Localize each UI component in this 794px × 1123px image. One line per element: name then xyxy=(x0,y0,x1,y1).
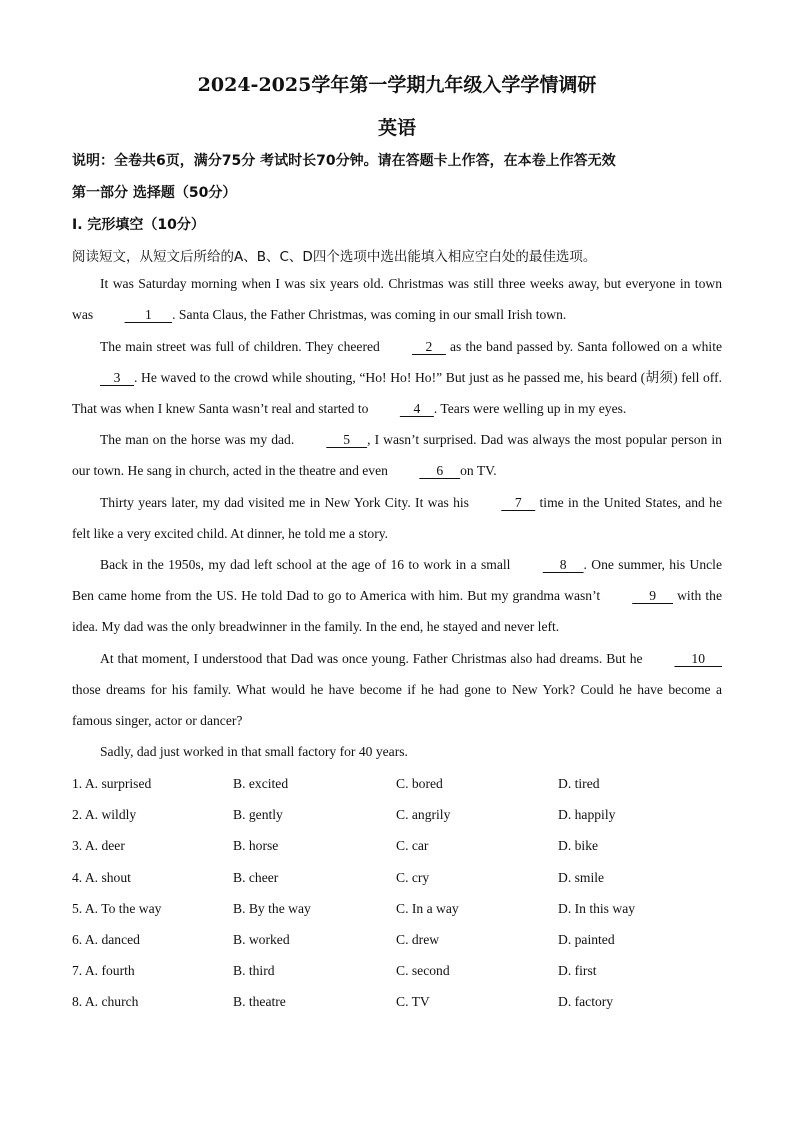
section-heading: I. 完形填空（10分） xyxy=(72,217,205,233)
passage-text: . He waved to the crowd while shouting, “Ho! Ho! Ho!” But just as he passed me, his beard (胡须) fell off. That was when I knew Santa wasn’t real and started to xyxy=(72,370,722,417)
option: B. excited xyxy=(233,776,289,791)
option: D. smile xyxy=(558,869,605,885)
passage-paragraph-6 xyxy=(72,643,722,737)
passage-text: time in the United States, and he felt like a very excited child. At dinner, he told me a story. xyxy=(72,495,722,542)
blank-3: 3 xyxy=(100,370,134,386)
directions: 阅读短文，从短文后所给的A、B、C、D四个选项中选出能填入相应空白处的最佳选项。 xyxy=(72,249,597,265)
option: D. factory xyxy=(558,994,614,1010)
option: C. car xyxy=(396,838,429,854)
option: 1. A. surprised xyxy=(72,776,152,791)
part-heading: 第一部分 选择题（50分） xyxy=(72,185,237,201)
option: C. second xyxy=(396,963,450,979)
option: B. theatre xyxy=(233,994,286,1010)
option: B. worked xyxy=(233,931,290,947)
passage-paragraph-4 xyxy=(72,487,722,549)
option: B. gently xyxy=(233,807,283,823)
option: D. bike xyxy=(558,838,599,854)
exam-title: 2024-2025学年第一学期九年级入学学情调研 xyxy=(197,74,597,96)
passage-text: It was Saturday morning when I was six years old. Christmas was still three weeks away, but everyone in town was xyxy=(72,276,722,323)
passage-text: . Santa Claus, the Father Christmas, was coming in our small Irish town. xyxy=(172,307,567,323)
passage-paragraph-5 xyxy=(72,549,722,643)
subject-title: 英语 xyxy=(377,117,416,139)
passage-text: Back in the 1950s, my dad left school at the age of 16 to work in a small xyxy=(100,557,515,572)
option: C. TV xyxy=(396,994,430,1010)
passage-text: , I wasn’t surprised. Dad was always the most popular person in our town. He sang in church, acted in the theatre and even xyxy=(72,432,722,479)
blank-10: 10 xyxy=(674,651,722,666)
passage-text: . One summer, his Uncle Ben came home from the US. He told Dad to go to America with him. But my grandma wasn’t xyxy=(72,557,722,604)
blank-5: 5 xyxy=(326,432,368,447)
passage-text: with the idea. My dad was the only breadwinner in the family. In the end, he stayed and never left. xyxy=(72,588,722,635)
option: 6. A. danced xyxy=(72,931,140,947)
option: 2. A. wildly xyxy=(72,807,137,823)
passage-paragraph-1 xyxy=(72,268,722,330)
option: B. cheer xyxy=(233,869,279,885)
option: D. happily xyxy=(558,807,616,823)
option: C. bored xyxy=(396,776,443,791)
passage-text: . Tears were welling up in my eyes. xyxy=(433,401,627,417)
option: 5. A. To the way xyxy=(72,900,162,916)
passage-text: The man on the horse was my dad. xyxy=(100,432,299,447)
option: 8. A. church xyxy=(72,994,139,1010)
option: D. painted xyxy=(558,931,615,947)
option: C. angrily xyxy=(396,807,451,823)
option: C. In a way xyxy=(396,900,459,916)
passage-paragraph-2 xyxy=(72,331,722,425)
blank-2: 2 xyxy=(411,339,446,354)
passage-text: as the band passed by. Santa followed on a white xyxy=(445,339,723,354)
option: C. cry xyxy=(396,869,430,885)
blank-6: 6 xyxy=(419,463,461,479)
passage-text: Thirty years later, my dad visited me in New York City. It was his xyxy=(100,495,474,510)
passage-text: At that moment, I understood that Dad was once young. Father Christmas also had dreams. But he xyxy=(100,651,647,666)
blank-8: 8 xyxy=(542,557,584,572)
passage-paragraph-7 xyxy=(72,736,722,767)
passage-text: The main street was full of children. They cheered xyxy=(100,339,384,354)
option: D. first xyxy=(558,963,597,979)
passage-text: on TV. xyxy=(460,463,497,479)
blank-1: 1 xyxy=(124,307,173,323)
passage-text: Sadly, dad just worked in that small factory for 40 years. xyxy=(100,744,408,759)
option: B. By the way xyxy=(233,900,311,916)
option: D. In this way xyxy=(558,900,636,916)
instructions: 说明：全卷共6页，满分75分 考试时长70分钟。请在答题卡上作答，在本卷上作答无效 xyxy=(72,153,616,169)
option: C. drew xyxy=(396,931,440,947)
blank-4: 4 xyxy=(399,401,434,417)
option: 7. A. fourth xyxy=(72,963,135,979)
option: B. horse xyxy=(233,838,279,854)
blank-7: 7 xyxy=(501,495,536,510)
blank-9: 9 xyxy=(632,588,674,604)
option: B. third xyxy=(233,963,275,979)
passage-text: those dreams for his family. What would he have become if he had gone to New York? Could he have become a famous singer, actor or dancer? xyxy=(72,682,722,729)
option: 3. A. deer xyxy=(72,838,125,854)
passage-paragraph-3 xyxy=(72,424,722,486)
option: 4. A. shout xyxy=(72,869,131,885)
option: D. tired xyxy=(558,776,600,791)
